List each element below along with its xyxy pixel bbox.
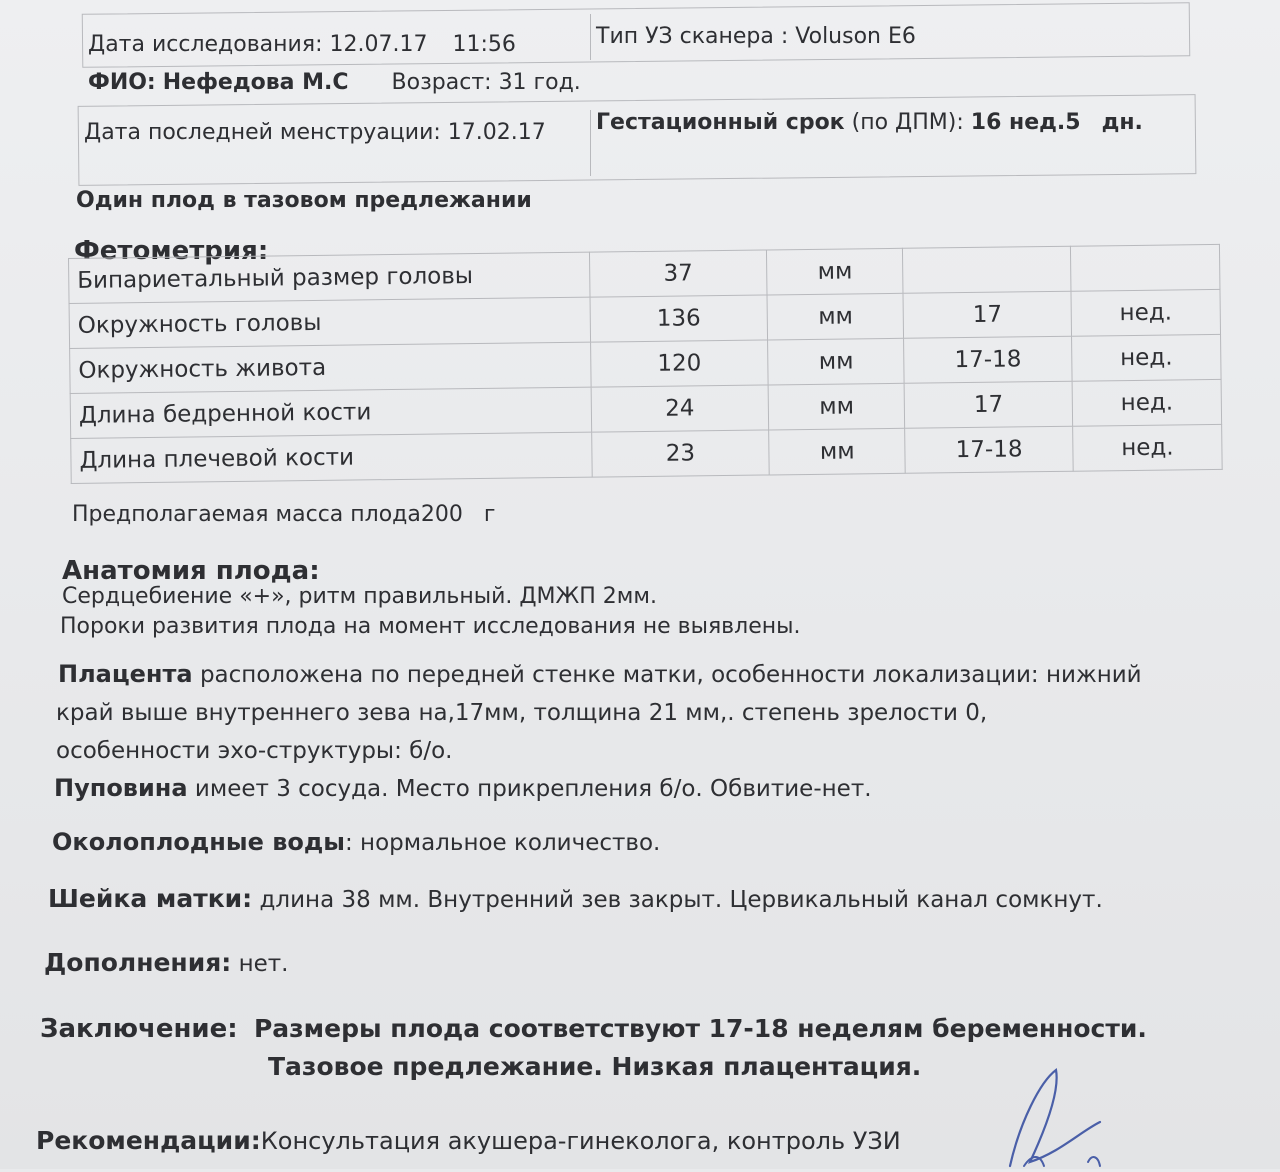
fetometry-value: 37 <box>589 250 767 297</box>
patient-name: Нефедова М.С <box>162 70 349 95</box>
presentation-text: Один плод в тазовом предлежании <box>76 188 532 213</box>
study-date-row <box>88 32 516 57</box>
conclusion-line-1: Размеры плода соответствуют 17-18 неделям беременности. <box>253 1014 1147 1043</box>
anatomy-line-2: Пороки развития плода на момент исследования не выявлены. <box>60 614 801 639</box>
ga-label: Гестационный срок <box>596 110 845 135</box>
age-value: 31 год. <box>498 70 581 95</box>
fetal-mass-row <box>72 502 495 527</box>
additions-title: Дополнения: <box>44 948 232 977</box>
fetometry-weeks-unit: нед. <box>1073 424 1222 471</box>
fetometry-value: 24 <box>591 385 769 432</box>
study-time: 11:56 <box>452 32 516 57</box>
anatomy-title: Анатомия плода: <box>62 556 320 586</box>
fluid-row <box>52 828 660 856</box>
fetometry-weeks-unit <box>1071 244 1220 291</box>
fetometry-param-name: Окружность головы <box>69 297 590 348</box>
conclusion-row <box>40 1014 1147 1044</box>
mass-unit: г <box>483 502 496 527</box>
patient-row <box>88 70 581 95</box>
cord-text: имеет 3 сосуда. Место прикрепления б/о. Обвитие-нет. <box>194 776 872 802</box>
fluid-text: : нормальное количество. <box>344 830 661 856</box>
age-label: Возраст: <box>391 70 492 95</box>
fetometry-value: 120 <box>590 340 768 387</box>
gestational-age-row <box>596 110 1143 135</box>
cord-row <box>54 774 872 802</box>
fetometry-value: 23 <box>591 430 769 477</box>
lmp-label: Дата последней менструации: <box>84 120 441 145</box>
fetometry-param-name: Бипариетальный размер головы <box>69 252 590 303</box>
fetometry-param-name: Длина бедренной кости <box>70 387 591 438</box>
additions-row <box>44 948 289 977</box>
fetometry-value: 136 <box>590 295 768 342</box>
ga-days: дн. <box>1101 110 1143 135</box>
placenta-title: Плацента <box>58 660 193 688</box>
placenta-line-2: край выше внутреннего зева на,17мм, толщина 21 мм,. степень зрелости 0, <box>56 700 988 726</box>
additions-text: нет. <box>238 951 289 977</box>
anatomy-line-1: Сердцебиение «+», ритм правильный. ДМЖП 2мм. <box>62 584 657 609</box>
conclusion-line-2: Тазовое предлежание. Низкая плацентация. <box>268 1052 922 1081</box>
cervix-text: длина 38 мм. Внутренний зев закрыт. Цервикальный канал сомкнут. <box>259 887 1103 913</box>
fetometry-param-name: Длина плечевой кости <box>71 432 592 483</box>
name-label: ФИО: <box>88 70 156 95</box>
fetometry-weeks-unit: нед. <box>1072 334 1221 381</box>
fetometry-unit: мм <box>767 293 903 340</box>
cord-title: Пуповина <box>54 774 188 802</box>
fetometry-weeks-unit: нед. <box>1071 289 1220 336</box>
study-date: 12.07.17 <box>329 32 428 57</box>
placenta-line-1 <box>58 660 1142 688</box>
fetometry-unit: мм <box>768 383 904 430</box>
lmp-row <box>84 120 546 145</box>
study-date-label: Дата исследования: <box>88 32 323 57</box>
fetometry-table <box>68 244 1223 484</box>
scanner-label: Тип УЗ сканера : <box>596 24 789 49</box>
fetometry-unit: мм <box>768 338 904 385</box>
fetometry-weeks: 17 <box>904 381 1072 428</box>
recommendations-text: Консультация акушера-гинеколога, контроль УЗИ <box>260 1127 901 1155</box>
cervix-title: Шейка матки: <box>48 884 253 913</box>
fetometry-weeks: 17-18 <box>904 336 1072 383</box>
mass-value: 200 <box>420 502 463 527</box>
lmp-value: 17.02.17 <box>447 120 546 145</box>
scanner-row <box>596 24 916 49</box>
header-divider-lmp <box>590 110 591 176</box>
fetometry-unit: мм <box>769 428 905 475</box>
fetometry-weeks <box>903 246 1071 293</box>
signature-scribble <box>1000 1062 1280 1172</box>
fetometry-title: Фетометрия: <box>74 236 269 266</box>
recommendations-row <box>36 1126 901 1155</box>
fetometry-weeks: 17-18 <box>905 426 1073 473</box>
placenta-text-1: расположена по передней стенке матки, особенности локализации: нижний <box>199 662 1142 688</box>
fetometry-param-name: Окружность живота <box>70 342 591 393</box>
cervix-row <box>48 884 1103 913</box>
scanner-value: Voluson E6 <box>795 24 916 49</box>
ga-value: 16 нед.5 <box>970 110 1081 135</box>
placenta-line-3: особенности эхо-структуры: б/о. <box>56 738 453 764</box>
fetometry-weeks-unit: нед. <box>1072 379 1221 426</box>
recommendations-title: Рекомендации: <box>36 1126 261 1155</box>
mass-label: Предполагаемая масса плода <box>72 502 421 527</box>
fetometry-weeks: 17 <box>903 291 1071 338</box>
ga-method: (по ДПМ): <box>851 110 964 135</box>
header-divider-top <box>590 14 591 60</box>
fetometry-unit: мм <box>767 248 903 295</box>
conclusion-title: Заключение: <box>40 1014 238 1044</box>
fluid-title: Околоплодные воды <box>52 828 345 856</box>
